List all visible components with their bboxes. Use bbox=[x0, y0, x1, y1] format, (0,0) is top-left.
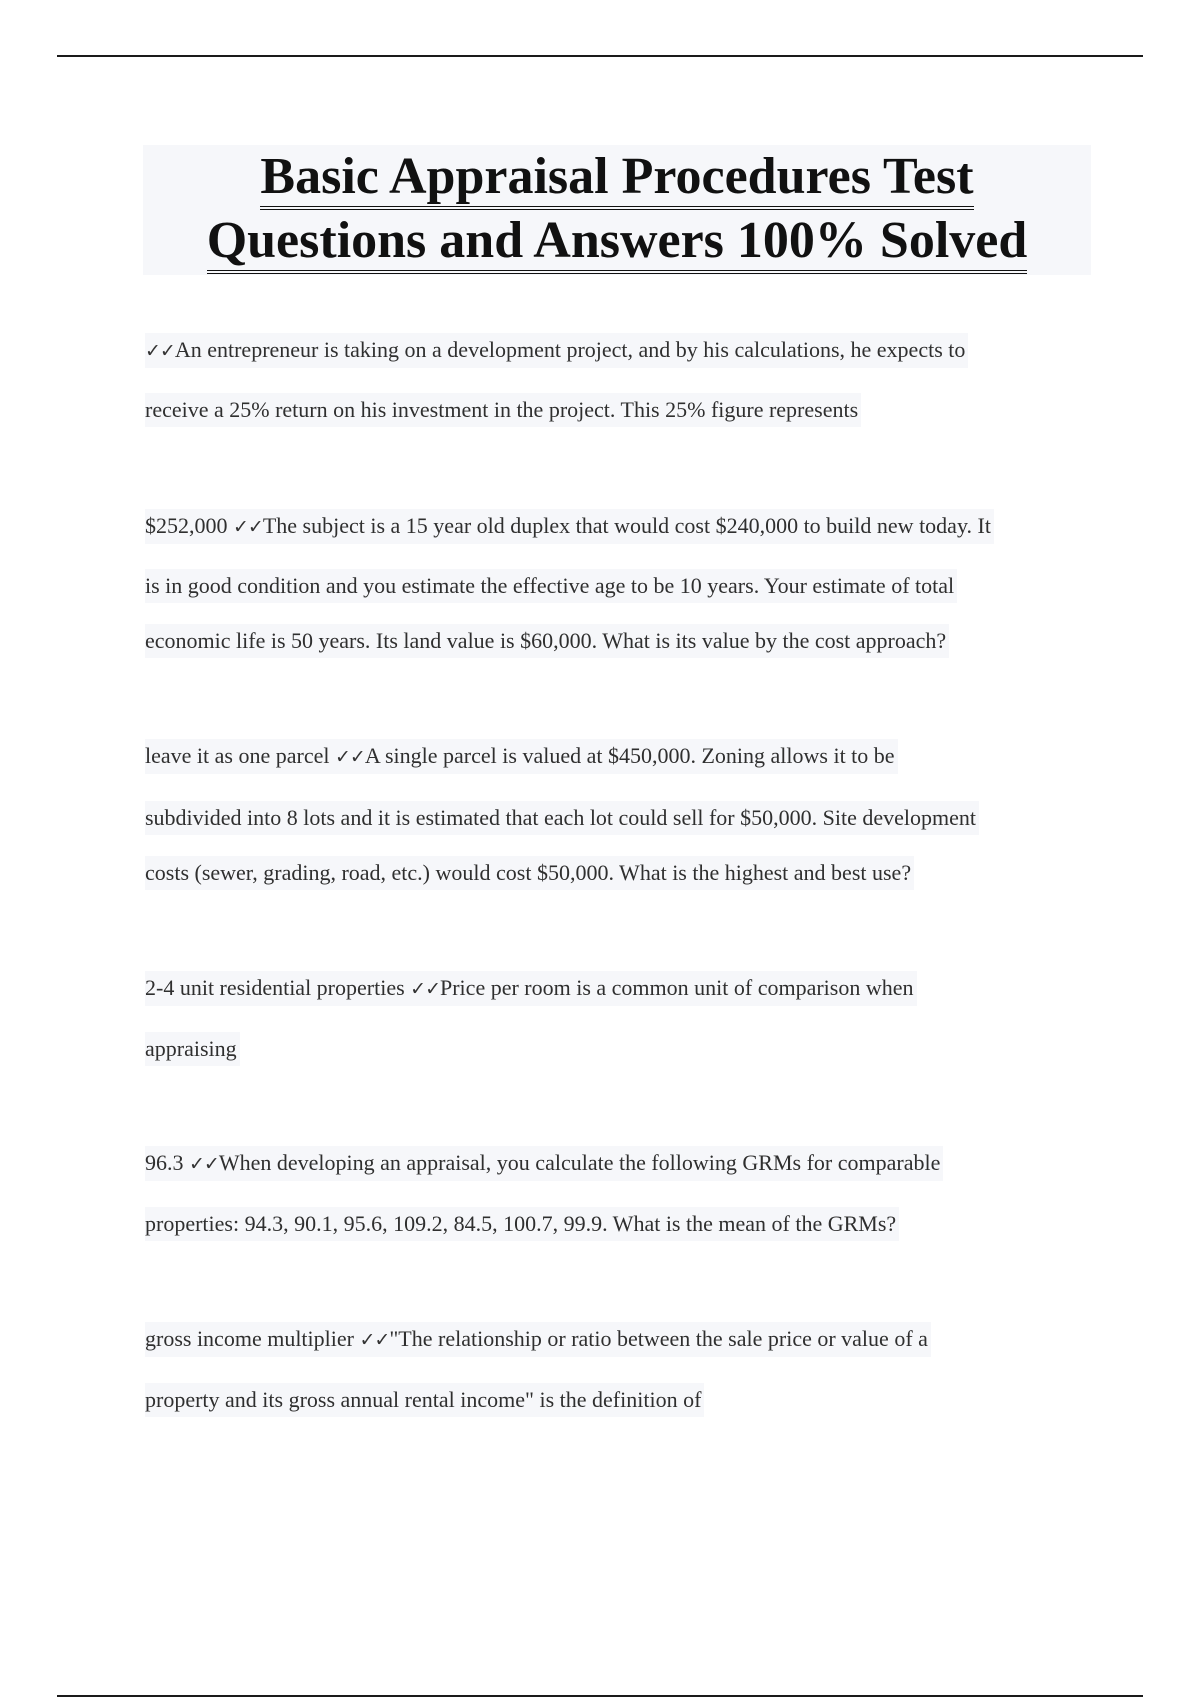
question-text: "The relationship or ratio between the sale price or value of a bbox=[389, 1326, 928, 1351]
question-text: receive a 25% return on his investment in the project. This 25% figure represents bbox=[145, 397, 859, 422]
question-text: A single parcel is valued at $450,000. Zoning allows it to be bbox=[364, 743, 895, 768]
question-text: When developing an appraisal, you calculate the following GRMs for comparable bbox=[218, 1150, 941, 1175]
qa-line bbox=[145, 971, 917, 1006]
double-check-icon: ✓✓ bbox=[410, 978, 440, 1000]
double-check-icon: ✓✓ bbox=[334, 746, 365, 768]
question-text: economic life is 50 years. Its land value is $60,000. What is its value by the cost approach? bbox=[145, 628, 947, 653]
question-text: The subject is a 15 year old duplex that would cost $240,000 to build new today. It bbox=[262, 513, 991, 538]
answer-text: leave it as one parcel bbox=[145, 743, 330, 768]
qa-line bbox=[145, 856, 914, 890]
question-text: is in good condition and you estimate the effective age to be 10 years. Your estimate of total bbox=[145, 573, 955, 598]
qa-line bbox=[145, 1383, 704, 1417]
answer-text: 96.3 bbox=[145, 1150, 184, 1175]
qa-line bbox=[145, 801, 979, 835]
double-check-icon: ✓✓ bbox=[233, 516, 263, 538]
title-line-1: Basic Appraisal Procedures Test bbox=[260, 148, 973, 210]
question-text: appraising bbox=[145, 1036, 237, 1061]
qa-line bbox=[145, 509, 994, 544]
qa-line bbox=[145, 624, 949, 658]
answer-text: 2-4 unit residential properties bbox=[145, 975, 405, 1000]
answer-text: gross income multiplier bbox=[145, 1326, 354, 1351]
qa-line bbox=[145, 393, 861, 427]
qa-line bbox=[145, 333, 968, 368]
qa-line bbox=[145, 1032, 240, 1066]
qa-line bbox=[145, 1146, 943, 1181]
qa-line bbox=[145, 739, 898, 774]
qa-line bbox=[145, 569, 957, 603]
question-text: Price per room is a common unit of comparison when bbox=[440, 975, 914, 1000]
title-line-2: Questions and Answers 100% Solved bbox=[207, 212, 1028, 274]
answer-text: $252,000 bbox=[145, 513, 228, 538]
question-text: properties: 94.3, 90.1, 95.6, 109.2, 84.5, 100.7, 99.9. What is the mean of the GRMs? bbox=[145, 1211, 897, 1236]
double-check-icon: ✓✓ bbox=[189, 1153, 219, 1175]
question-text: subdivided into 8 lots and it is estimated that each lot could sell for $50,000. Site development bbox=[145, 805, 976, 830]
qa-line bbox=[145, 1322, 931, 1357]
bottom-page-rule bbox=[57, 1695, 1143, 1697]
top-page-rule bbox=[57, 55, 1143, 57]
double-check-icon: ✓✓ bbox=[359, 1329, 390, 1351]
question-text: An entrepreneur is taking on a development project, and by his calculations, he expects to bbox=[174, 337, 966, 362]
double-check-icon: ✓✓ bbox=[145, 340, 175, 362]
qa-line bbox=[145, 1207, 899, 1241]
document-title bbox=[143, 145, 1091, 275]
question-text: property and its gross annual rental income" is the definition of bbox=[145, 1387, 702, 1412]
question-text: costs (sewer, grading, road, etc.) would cost $50,000. What is the highest and best use? bbox=[145, 860, 912, 885]
